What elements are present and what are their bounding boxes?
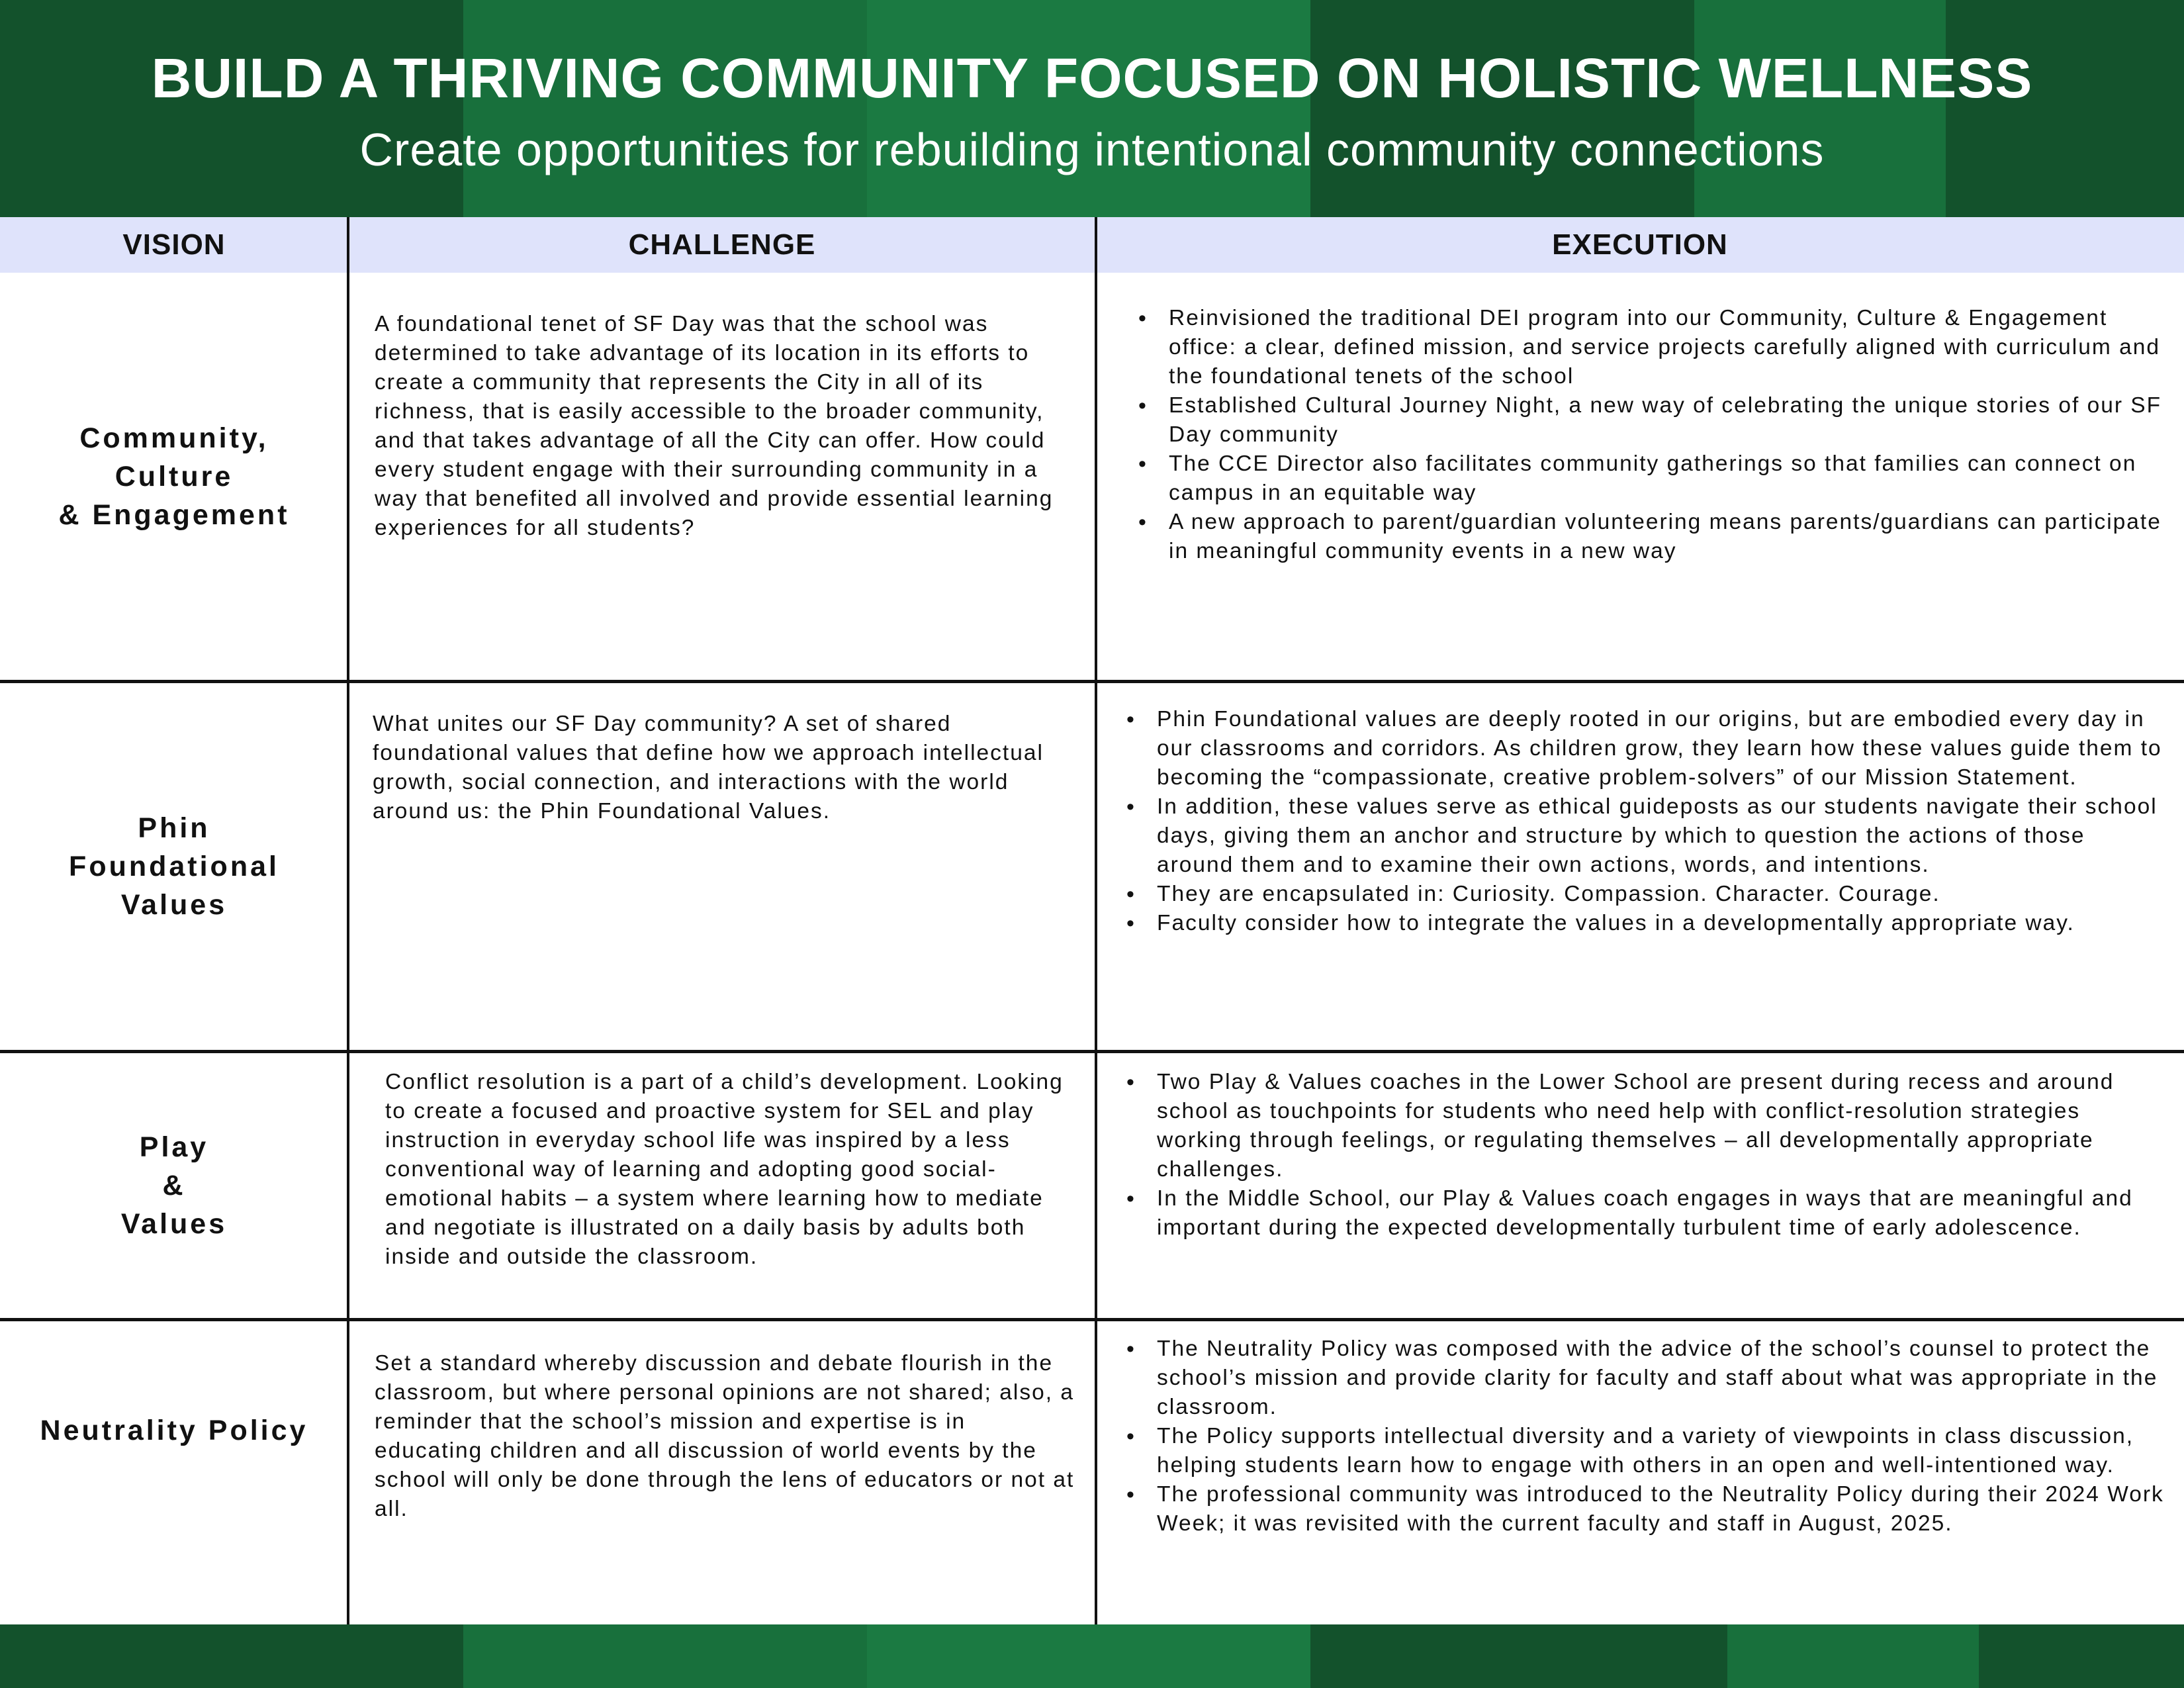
list-item: • In the Middle School, our Play & Values coach engages in ways that are meaningful and important during the expected developmentally turbulent time of early adolescence. [1122,1184,2168,1243]
table-header-row [0,217,2184,273]
list-item: • In addition, these values serve as ethical guideposts as our students navigate their school days, giving them an anchor and structure by which to question the actions of those around them and to examine their own actions, words, and intentions. [1122,792,2168,880]
list-item: • They are encapsulated in: Curiosity. Compassion. Character. Courage. [1122,880,2168,909]
challenge-cell-neutrality-policy: Set a standard whereby discussion and debate flourish in the classroom, but where personal opinions are not shared; also, a reminder that the school’s mission and expertise is in educating children and all discussion of world events by the school will only be done through the lens of educators or not at all. [375,1351,1075,1521]
list-item: • The Neutrality Policy was composed with the advice of the school’s counsel to protect the school’s mission and provide clarity for faculty and staff about what was appropriate in the classroom. [1122,1335,2168,1422]
list-item: • Faculty consider how to integrate the values in a developmentally appropriate way. [1122,909,2168,938]
column-divider [1095,217,1097,1624]
challenge-cell-phin-values: What unites our SF Day community? A set of shared foundational values that define how we approach intellectual growth, social connection, and interactions with the world around us: the Phin Foundational Values. [373,712,1044,823]
vision-cell-phin-values: Phin Foundational Values [69,812,279,921]
execution-list-community-culture [1134,304,2167,566]
page-title: BUILD A THRIVING COMMUNITY FOCUSED ON HOLISTIC WELLNESS [151,47,2033,109]
vision-cell-community-culture: Community, Culture & Engagement [58,422,290,531]
challenge-cell-play-values: Conflict resolution is a part of a child’s development. Looking to create a focused and proactive system for SEL and play instruction in everyday school life was inspired by a less conventional way of learning and adopting good social-emotional habits – a system where learning how to mediate and negotiate is illustrated on a daily basis by adults both inside and outside the classroom. [385,1070,1064,1269]
vision-cell-neutrality-policy: Neutrality Policy [40,1415,308,1446]
footer-banner [0,1624,2184,1688]
list-item: • Reinvisioned the traditional DEI program into our Community, Culture & Engagement office: a clear, defined mission, and service projects carefully aligned with curriculum and the foundational tenets of the school [1134,304,2167,391]
list-item: • Two Play & Values coaches in the Lower School are present during recess and around school as touchpoints for students who need help with conflict-resolution strategies working through feelings, or regulating themselves – all developmentally appropriate challenges. [1122,1068,2168,1184]
list-item: • A new approach to parent/guardian volunteering means parents/guardians can participate in meaningful community events in a new way [1134,508,2167,566]
list-item: • The Policy supports intellectual diversity and a variety of viewpoints in class discussion, helping students learn how to engage with others in an open and well-intentioned way. [1122,1422,2168,1480]
execution-list-neutrality-policy [1122,1335,2168,1538]
page-subtitle: Create opportunities for rebuilding intentional community connections [359,124,1825,175]
challenge-cell-community-culture: A foundational tenet of SF Day was that the school was determined to take advantage of its location in its efforts to create a community that represents the City in all of its richness, that is easily accessible to the broader community, and that takes advantage of all the City can offer. How could every student engage with their surrounding community in a way that benefited all involved and provide essential learning experiences for all students? [375,312,1054,540]
execution-list-phin-values [1122,705,2168,938]
list-item: • Phin Foundational values are deeply rooted in our origins, but are embodied every day in our classrooms and corridors. As children grow, they learn how these values guide them to becoming the “compassionate, creative problem-solvers” of our Mission Statement. [1122,705,2168,792]
column-header-challenge: CHALLENGE [628,228,816,261]
list-item: • The professional community was introduced to the Neutrality Policy during their 2024 Work Week; it was revisited with the current faculty and staff in August, 2025. [1122,1480,2168,1538]
execution-list-play-values [1122,1068,2168,1243]
column-header-execution: EXECUTION [1552,228,1728,261]
vision-cell-play-values: Play & Values [120,1131,228,1240]
list-item: • Established Cultural Journey Night, a new way of celebrating the unique stories of our SF Day community [1134,391,2167,449]
header-banner [0,0,2184,217]
column-header-vision: VISION [122,228,226,261]
list-item: • The CCE Director also facilitates community gatherings so that families can connect on campus in an equitable way [1134,449,2167,508]
